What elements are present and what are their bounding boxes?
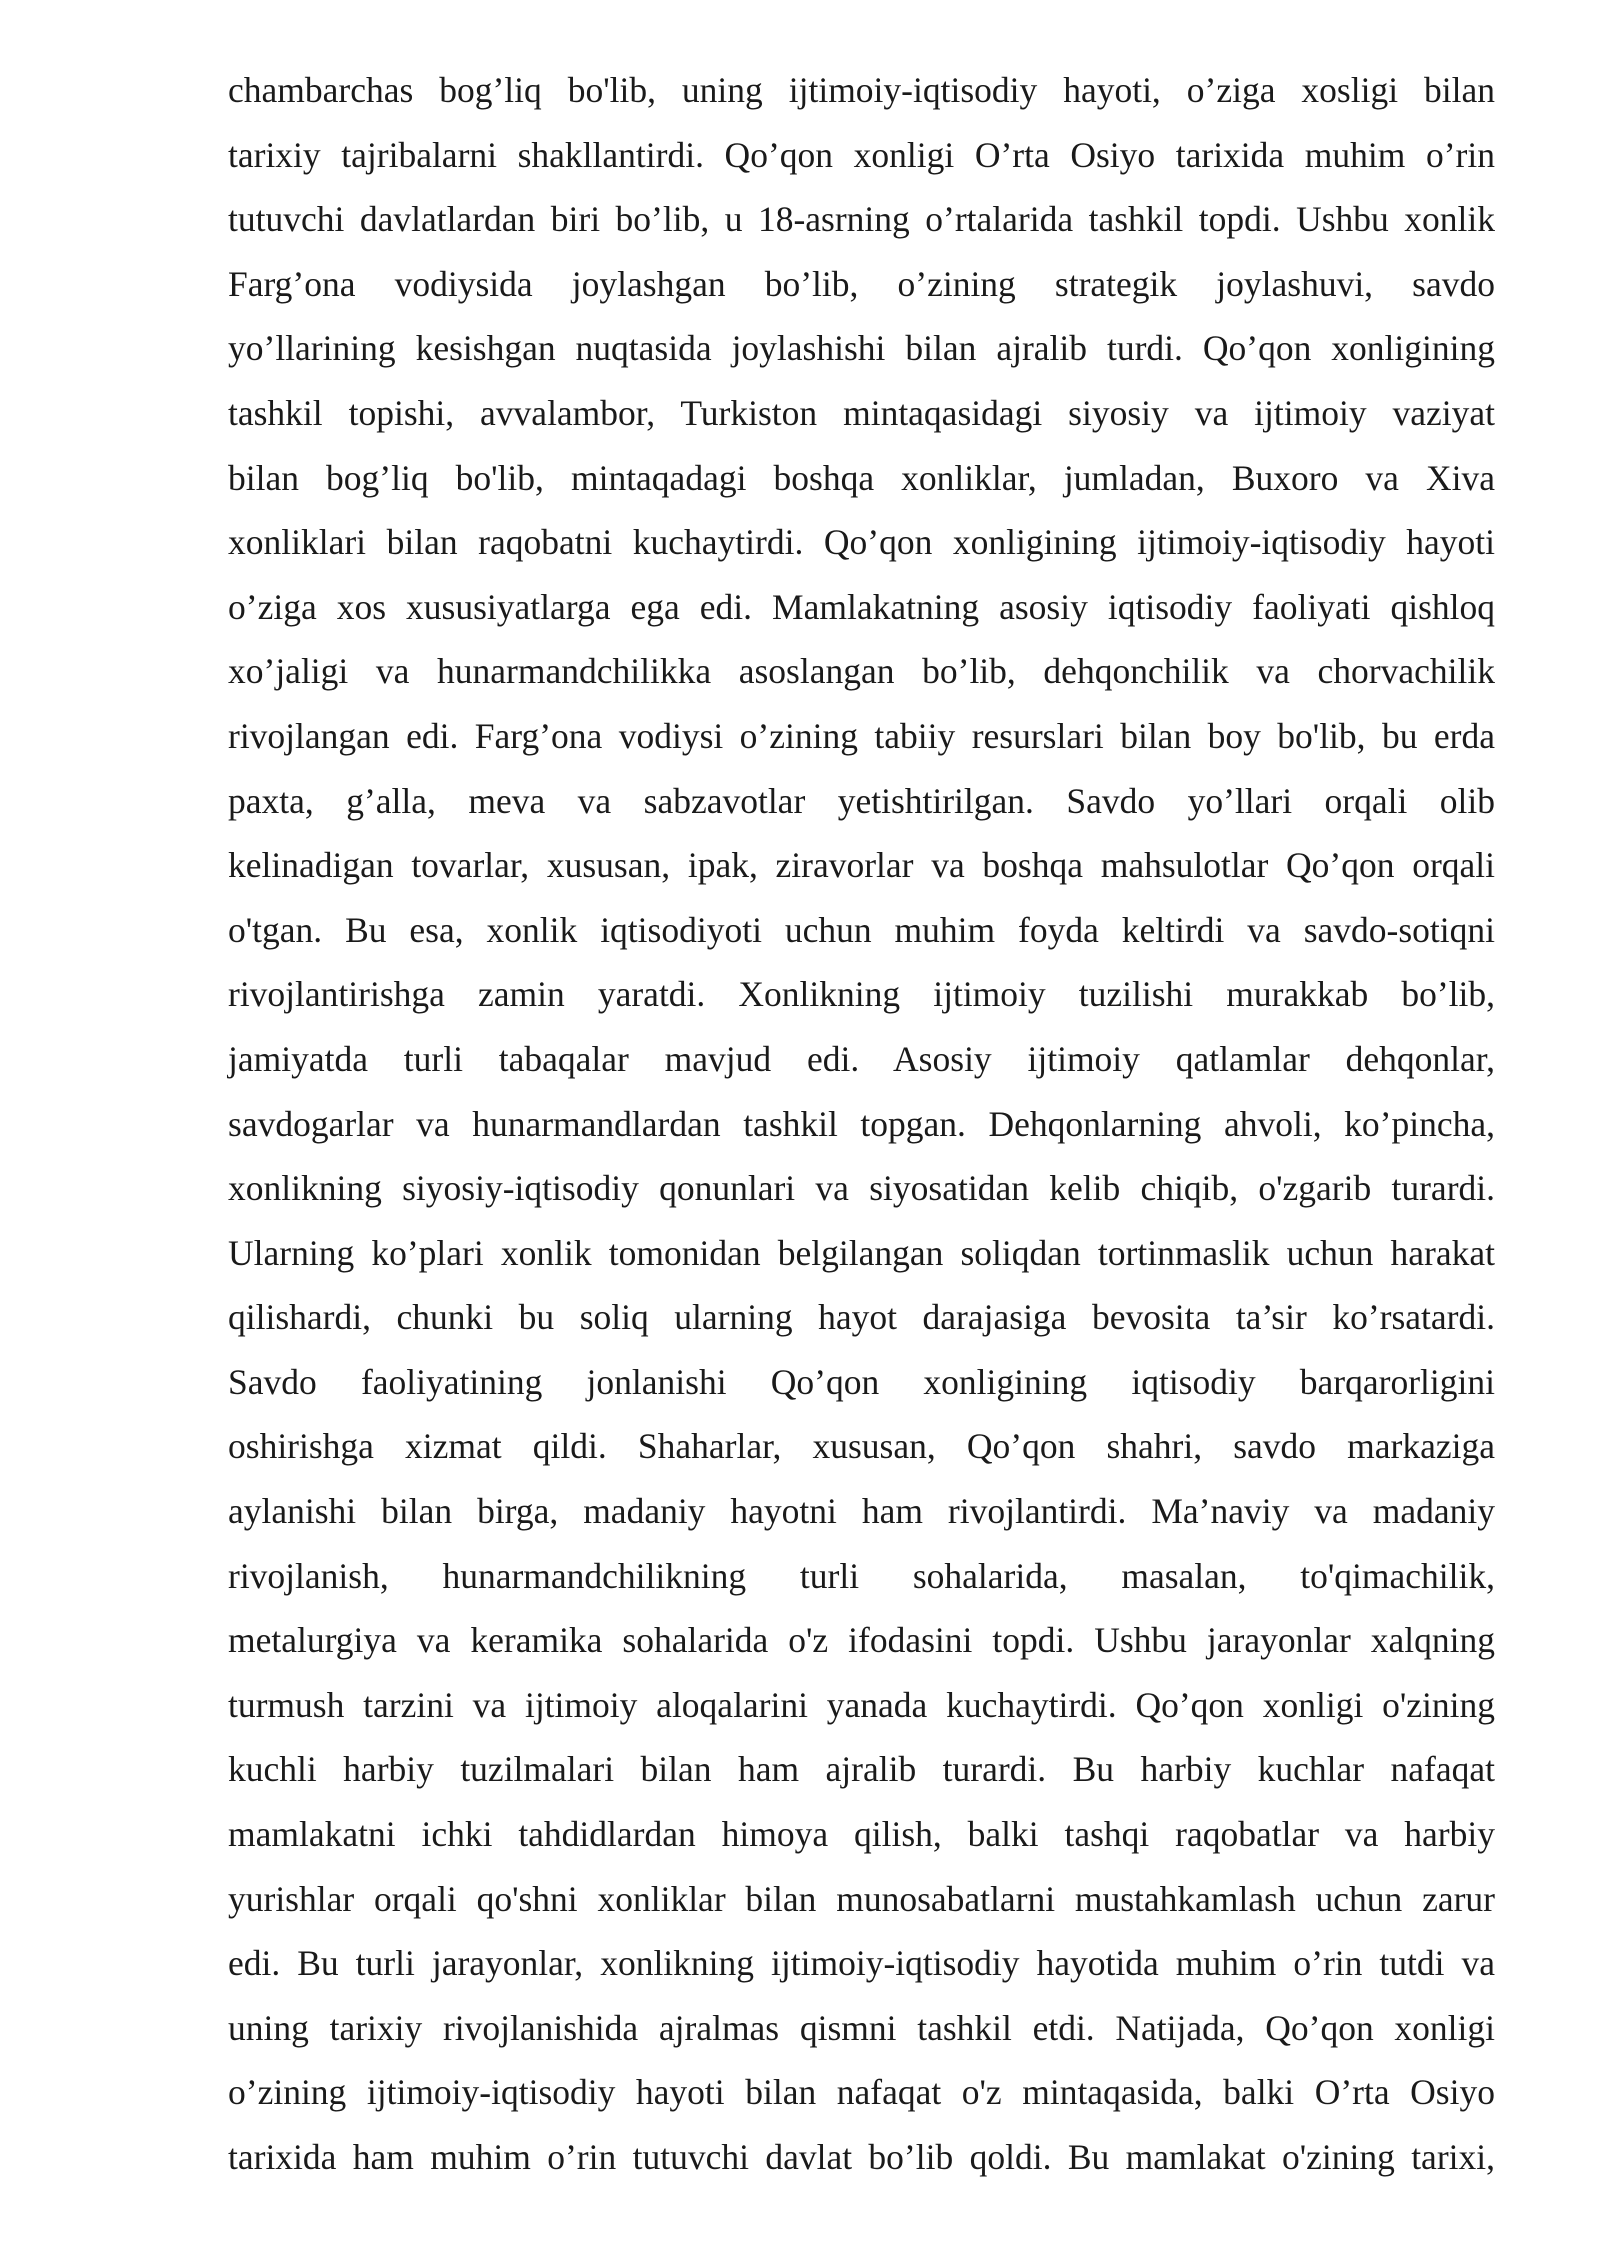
text-line: Savdo faoliyatining jonlanishi Qo’qon xonligining iqtisodiy barqarorligini [228, 1361, 1495, 1402]
text-line: bilan bog’liq bo'lib, mintaqadagi boshqa xonliklar, jumladan, Buxoro va Xiva [228, 457, 1495, 498]
text-line: yo’llarining kesishgan nuqtasida joylashishi bilan ajralib turdi. Qo’qon xonligining [228, 328, 1495, 369]
text-line: turmush tarzini va ijtimoiy aloqalarini yanada kuchaytirdi. Qo’qon xonligi o'zining [228, 1684, 1495, 1725]
text-line: tarixiy tajribalarni shakllantirdi. Qo’qon xonligi O’rta Osiyo tarixida muhim o’rin [228, 134, 1495, 175]
text-line: kuchli harbiy tuzilmalari bilan ham ajralib turardi. Bu harbiy kuchlar nafaqat [228, 1749, 1495, 1790]
text-line: yurishlar orqali qo'shni xonliklar bilan munosabatlarni mustahkamlash uchun zarur [228, 1878, 1495, 1919]
text-line: metalurgiya va keramika sohalarida o'z ifodasini topdi. Ushbu jarayonlar xalqning [228, 1620, 1495, 1661]
text-line: mamlakatni ichki tahdidlardan himoya qilish, balki tashqi raqobatlar va harbiy [228, 1814, 1495, 1855]
text-line: aylanishi bilan birga, madaniy hayotni ham rivojlantirdi. Ma’naviy va madaniy [228, 1491, 1495, 1532]
text-line: tutuvchi davlatlardan biri bo’lib, u 18-asrning o’rtalarida tashkil topdi. Ushbu xonlik [228, 199, 1495, 240]
text-line: o’ziga xos xususiyatlarga ega edi. Mamlakatning asosiy iqtisodiy faoliyati qishloq [228, 586, 1495, 627]
text-line: uning tarixiy rivojlanishida ajralmas qismni tashkil etdi. Natijada, Qo’qon xonligi [228, 2007, 1495, 2048]
body-text [228, 58, 1495, 2190]
text-line: savdogarlar va hunarmandlardan tashkil topgan. Dehqonlarning ahvoli, ko’pincha, [228, 1103, 1495, 1144]
text-line: Farg’ona vodiysida joylashgan bo’lib, o’zining strategik joylashuvi, savdo [228, 263, 1495, 304]
text-line: jamiyatda turli tabaqalar mavjud edi. Asosiy ijtimoiy qatlamlar dehqonlar, [228, 1038, 1495, 1079]
text-line: rivojlantirishga zamin yaratdi. Xonlikning ijtimoiy tuzilishi murakkab bo’lib, [228, 974, 1495, 1015]
text-line: qilishardi, chunki bu soliq ularning hayot darajasiga bevosita ta’sir ko’rsatardi. [228, 1297, 1495, 1338]
text-line: paxta, g’alla, meva va sabzavotlar yetishtirilgan. Savdo yo’llari orqali olib [228, 780, 1495, 821]
text-line: o’zining ijtimoiy-iqtisodiy hayoti bilan nafaqat o'z mintaqasida, balki O’rta Osiyo [228, 2072, 1495, 2113]
text-line: tashkil topishi, avvalambor, Turkiston mintaqasidagi siyosiy va ijtimoiy vaziyat [228, 392, 1495, 433]
text-line: rivojlangan edi. Farg’ona vodiysi o’zining tabiiy resurslari bilan boy bo'lib, bu erda [228, 715, 1495, 756]
text-line: xonlikning siyosiy-iqtisodiy qonunlari va siyosatidan kelib chiqib, o'zgarib turardi. [228, 1168, 1495, 1209]
text-line: chambarchas bog’liq bo'lib, uning ijtimoiy-iqtisodiy hayoti, o’ziga xosligi bilan [228, 70, 1495, 110]
text-line: oshirishga xizmat qildi. Shaharlar, xususan, Qo’qon shahri, savdo markaziga [228, 1426, 1495, 1467]
text-line: Ularning ko’plari xonlik tomonidan belgilangan soliqdan tortinmaslik uchun harakat [228, 1232, 1495, 1273]
text-line: xo’jaligi va hunarmandchilikka asoslangan bo’lib, dehqonchilik va chorvachilik [228, 651, 1495, 692]
text-line: rivojlanish, hunarmandchilikning turli sohalarida, masalan, to'qimachilik, [228, 1555, 1495, 1596]
text-line: xonliklari bilan raqobatni kuchaytirdi. Qo’qon xonligining ijtimoiy-iqtisodiy hayoti [228, 522, 1495, 563]
text-line: kelinadigan tovarlar, xususan, ipak, ziravorlar va boshqa mahsulotlar Qo’qon orqali [228, 845, 1495, 886]
text-line: edi. Bu turli jarayonlar, xonlikning ijtimoiy-iqtisodiy hayotida muhim o’rin tutdi va [228, 1943, 1495, 1984]
text-line: tarixida ham muhim o’rin tutuvchi davlat bo’lib qoldi. Bu mamlakat o'zining tarixi, [228, 2137, 1495, 2177]
text-line: o'tgan. Bu esa, xonlik iqtisodiyoti uchun muhim foyda keltirdi va savdo-sotiqni [228, 909, 1495, 950]
